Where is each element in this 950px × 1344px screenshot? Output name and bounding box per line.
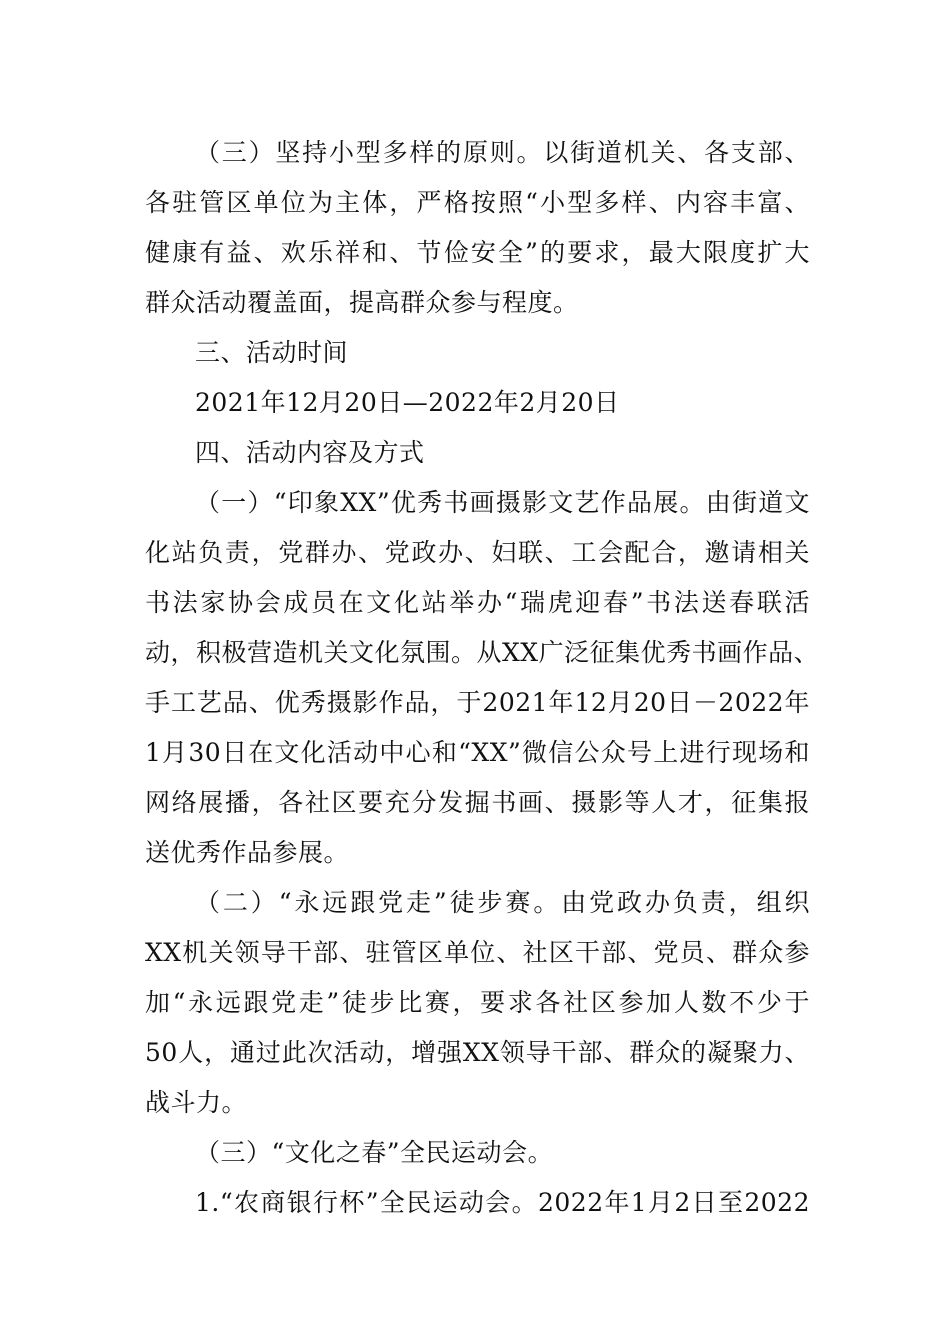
paragraph-exhibition-line-8: 送优秀作品参展。 <box>145 838 350 867</box>
paragraph-sports-meet-line-1: 1.“农商银行杯”全民运动会。2022年1月2日至2022 <box>195 1188 810 1217</box>
paragraph-exhibition-line-3: 书法家协会成员在文化站举办“瑞虎迎春”书法送春联活 <box>145 588 810 617</box>
activity-time-range: 2021年12月20日—2022年2月20日 <box>195 388 620 417</box>
paragraph-exhibition-line-6: 1月30日在文化活动中心和“XX”微信公众号上进行现场和 <box>145 738 810 767</box>
paragraph-principle-line-1: （三）坚持小型多样的原则。以街道机关、各支部、 <box>195 138 810 167</box>
heading-activity-time: 三、活动时间 <box>195 338 349 367</box>
paragraph-exhibition-line-2: 化站负责，党群办、党政办、妇联、工会配合，邀请相关 <box>145 538 810 567</box>
heading-sports-meet: （三）“文化之春”全民运动会。 <box>195 1138 554 1167</box>
paragraph-hiking-line-5: 战斗力。 <box>145 1088 248 1117</box>
paragraph-hiking-line-4: 50人，通过此次活动，增强XX领导干部、群众的凝聚力、 <box>145 1038 810 1067</box>
paragraph-exhibition-line-7: 网络展播，各社区要充分发掘书画、摄影等人才，征集报 <box>145 788 810 817</box>
paragraph-principle-line-2: 各驻管区单位为主体，严格按照“小型多样、内容丰富、 <box>145 188 810 217</box>
paragraph-principle-line-4: 群众活动覆盖面，提高群众参与程度。 <box>145 288 579 317</box>
paragraph-exhibition-line-4: 动，积极营造机关文化氛围。从XX广泛征集优秀书画作品、 <box>145 638 820 667</box>
paragraph-hiking-line-3: 加“永远跟党走”徒步比赛，要求各社区参加人数不少于 <box>145 988 810 1017</box>
paragraph-exhibition-line-1: （一）“印象XX”优秀书画摄影文艺作品展。由街道文 <box>195 488 810 517</box>
paragraph-hiking-line-2: XX机关领导干部、驻管区单位、社区干部、党员、群众参 <box>145 938 810 967</box>
heading-activity-content: 四、活动内容及方式 <box>195 438 425 467</box>
paragraph-principle-line-3: 健康有益、欢乐祥和、节俭安全”的要求，最大限度扩大 <box>145 238 810 267</box>
paragraph-exhibition-line-5: 手工艺品、优秀摄影作品，于2021年12月20日－2022年 <box>145 688 810 717</box>
document-body <box>145 128 820 1228</box>
paragraph-hiking-line-1: （二）“永远跟党走”徒步赛。由党政办负责，组织 <box>195 888 810 917</box>
